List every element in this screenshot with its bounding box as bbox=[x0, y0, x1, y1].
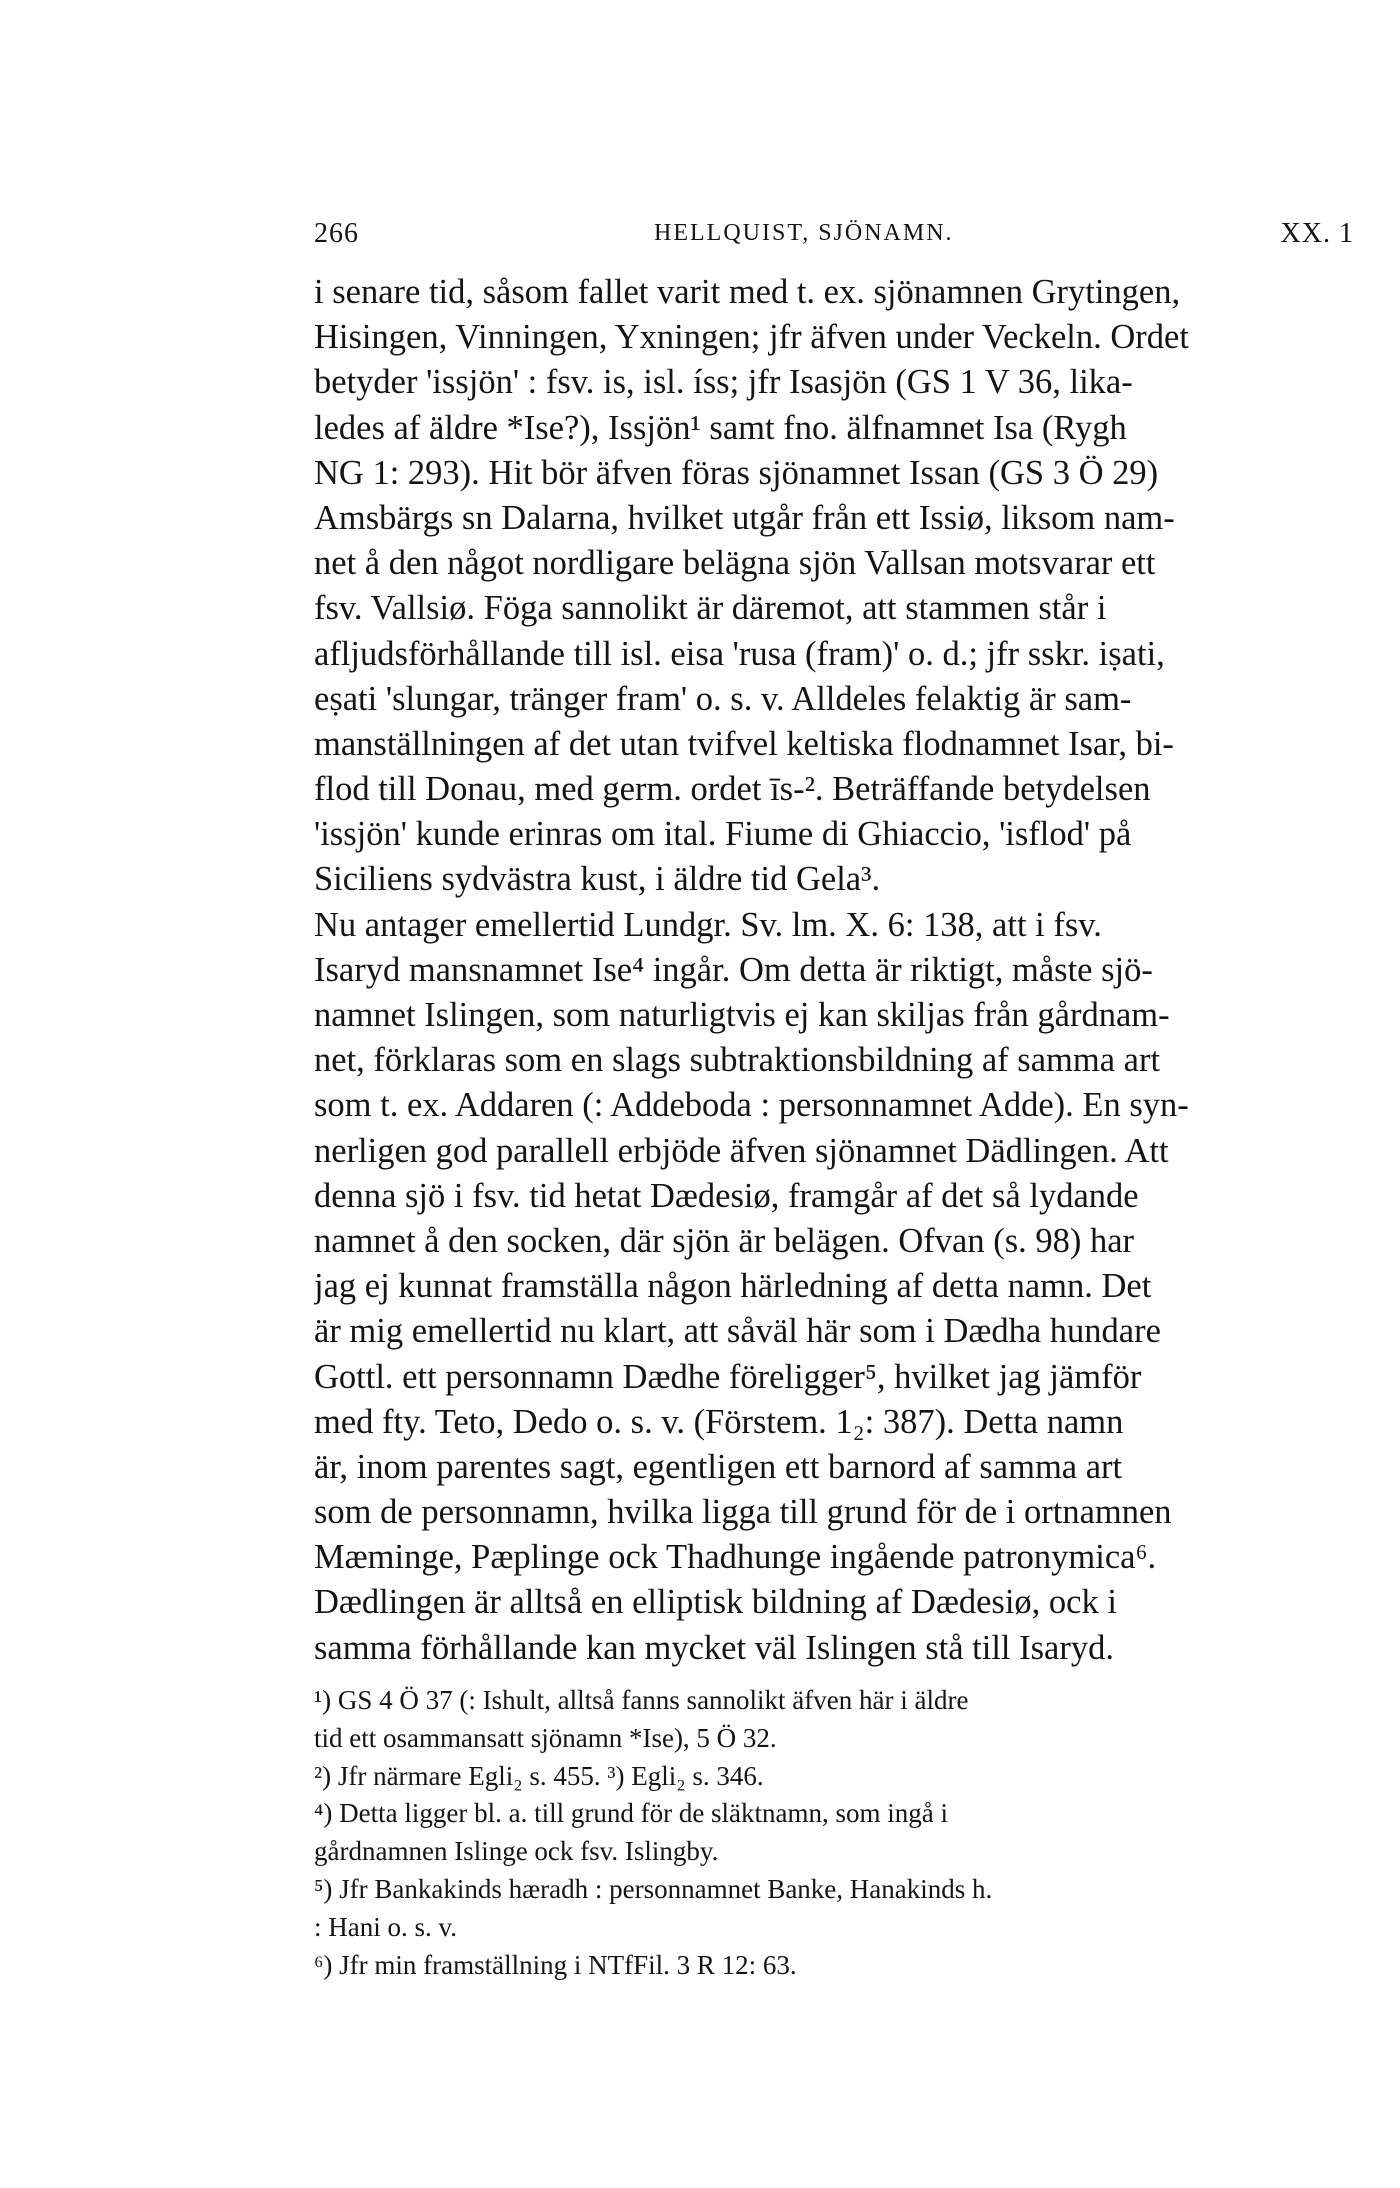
body-text bbox=[314, 270, 1354, 1671]
text-line: eṣati 'slungar, tränger fram' o. s. v. Alldeles felaktig är sam- bbox=[314, 679, 1132, 718]
footnote-line: : Hani o. s. v. bbox=[314, 1911, 457, 1942]
text-line: net, förklaras som en slags subtraktionsbildning af samma art bbox=[314, 1041, 1161, 1080]
footnote-line: ⁶) Jfr min framställning i NTfFil. 3 R 12: 63. bbox=[314, 1949, 797, 1980]
text-line: Hisingen, Vinningen, Yxningen; jfr äfven under Veckeln. Ordet bbox=[314, 318, 1189, 357]
footnote-line: ²) Jfr närmare Egli₂ s. 455. ³) Egli₂ s. 346. bbox=[314, 1760, 764, 1791]
footnote-line: tid ett osammansatt sjönamn *Ise), 5 Ö 32. bbox=[314, 1722, 777, 1753]
running-title: HELLQUIST, SJÖNAMN. bbox=[654, 220, 954, 246]
text-line: namnet Islingen, som naturligtvis ej kan skiljas från gårdnam- bbox=[314, 996, 1170, 1034]
text-line: manställningen af det utan tvifvel keltiska flodnamnet Isar, bi- bbox=[314, 724, 1174, 763]
text-line: är mig emellertid nu klart, att såväl här som i Dædha hundare bbox=[314, 1312, 1161, 1351]
text-line: betyder 'issjön' : fsv. is, isl. íss; jfr Isasjön (GS 1 V 36, lika- bbox=[314, 363, 1133, 402]
text-line: är, inom parentes sagt, egentligen ett barnord af samma art bbox=[314, 1447, 1123, 1486]
page-header bbox=[314, 218, 1354, 258]
text-line: fsv. Vallsiø. Föga sannolikt är däremot, att stammen står i bbox=[314, 589, 1107, 628]
footnote-line: ⁵) Jfr Bankakinds hæradh : personnamnet Banke, Hanakinds h. bbox=[314, 1873, 993, 1904]
text-line: NG 1: 293). Hit bör äfven föras sjönamnet Issan (GS 3 Ö 29) bbox=[314, 453, 1159, 492]
page-number: 266 bbox=[314, 218, 359, 249]
text-line: namnet å den socken, där sjön är belägen. Ofvan (s. 98) har bbox=[314, 1221, 1135, 1260]
text-line: Gottl. ett personnamn Dædhe föreligger⁵, hvilket jag jämför bbox=[314, 1357, 1142, 1396]
text-line: nerligen god parallell erbjöde äfven sjönamnet Dädlingen. Att bbox=[314, 1131, 1169, 1170]
footnote-line: gårdnamnen Islinge ock fsv. Islingby. bbox=[314, 1836, 719, 1867]
text-line: med fty. Teto, Dedo o. s. v. (Förstem. 1₂: 387). Detta namn bbox=[314, 1402, 1124, 1441]
text-line: denna sjö i fsv. tid hetat Dædesiø, framgår af det så lydande bbox=[314, 1176, 1139, 1215]
volume-number: XX. 1 bbox=[1280, 218, 1354, 249]
footnote-line: ⁴) Detta ligger bl. a. till grund för de släktnamn, som ingå i bbox=[314, 1798, 949, 1829]
text-line: som de personnamn, hvilka ligga till grund för de i ortnamnen bbox=[314, 1493, 1172, 1532]
text-line: ledes af äldre *Ise?), Issjön¹ samt fno. älfnamnet Isa (Rygh bbox=[314, 408, 1127, 447]
text-line: Isaryd mansnamnet Ise⁴ ingår. Om detta är riktigt, måste sjö- bbox=[314, 950, 1153, 989]
text-line: Siciliens sydvästra kust, i äldre tid Gela³. bbox=[314, 860, 881, 899]
text-line: Mæminge, Pæplinge ock Thadhunge ingående patronymica⁶. bbox=[314, 1538, 1157, 1577]
text-line: jag ej kunnat framställa någon härledning af detta namn. Det bbox=[314, 1267, 1152, 1306]
text-line: Amsbärgs sn Dalarna, hvilket utgår från ett Issiø, liksom nam- bbox=[314, 498, 1175, 537]
text-line: afljudsförhållande till isl. eisa 'rusa (fram)' o. d.; jfr sskr. iṣati, bbox=[314, 634, 1165, 673]
text-line: Nu antager emellertid Lundgr. Sv. lm. X. 6: 138, att i fsv. bbox=[314, 905, 1102, 944]
text-line: som t. ex. Addaren (: Addeboda : personnamnet Adde). En syn- bbox=[314, 1086, 1189, 1125]
text-line: 'issjön' kunde erinras om ital. Fiume di Ghiaccio, 'isflod' på bbox=[314, 815, 1132, 854]
footnotes bbox=[314, 1682, 1354, 1984]
text-line: i senare tid, såsom fallet varit med t. ex. sjönamnen Grytingen, bbox=[314, 273, 1181, 311]
text-line: Dædlingen är alltså en elliptisk bildning af Dædesiø, ock i bbox=[314, 1583, 1117, 1622]
text-line: samma förhållande kan mycket väl Islingen stå till Isaryd. bbox=[314, 1628, 1114, 1667]
text-line: net å den något nordligare belägna sjön Vallsan motsvarar ett bbox=[314, 544, 1156, 583]
text-line: flod till Donau, med germ. ordet īs-². Beträffande betydelsen bbox=[314, 770, 1151, 809]
footnote-line: ¹) GS 4 Ö 37 (: Ishult, alltså fanns sannolikt äfven här i äldre bbox=[314, 1685, 969, 1715]
